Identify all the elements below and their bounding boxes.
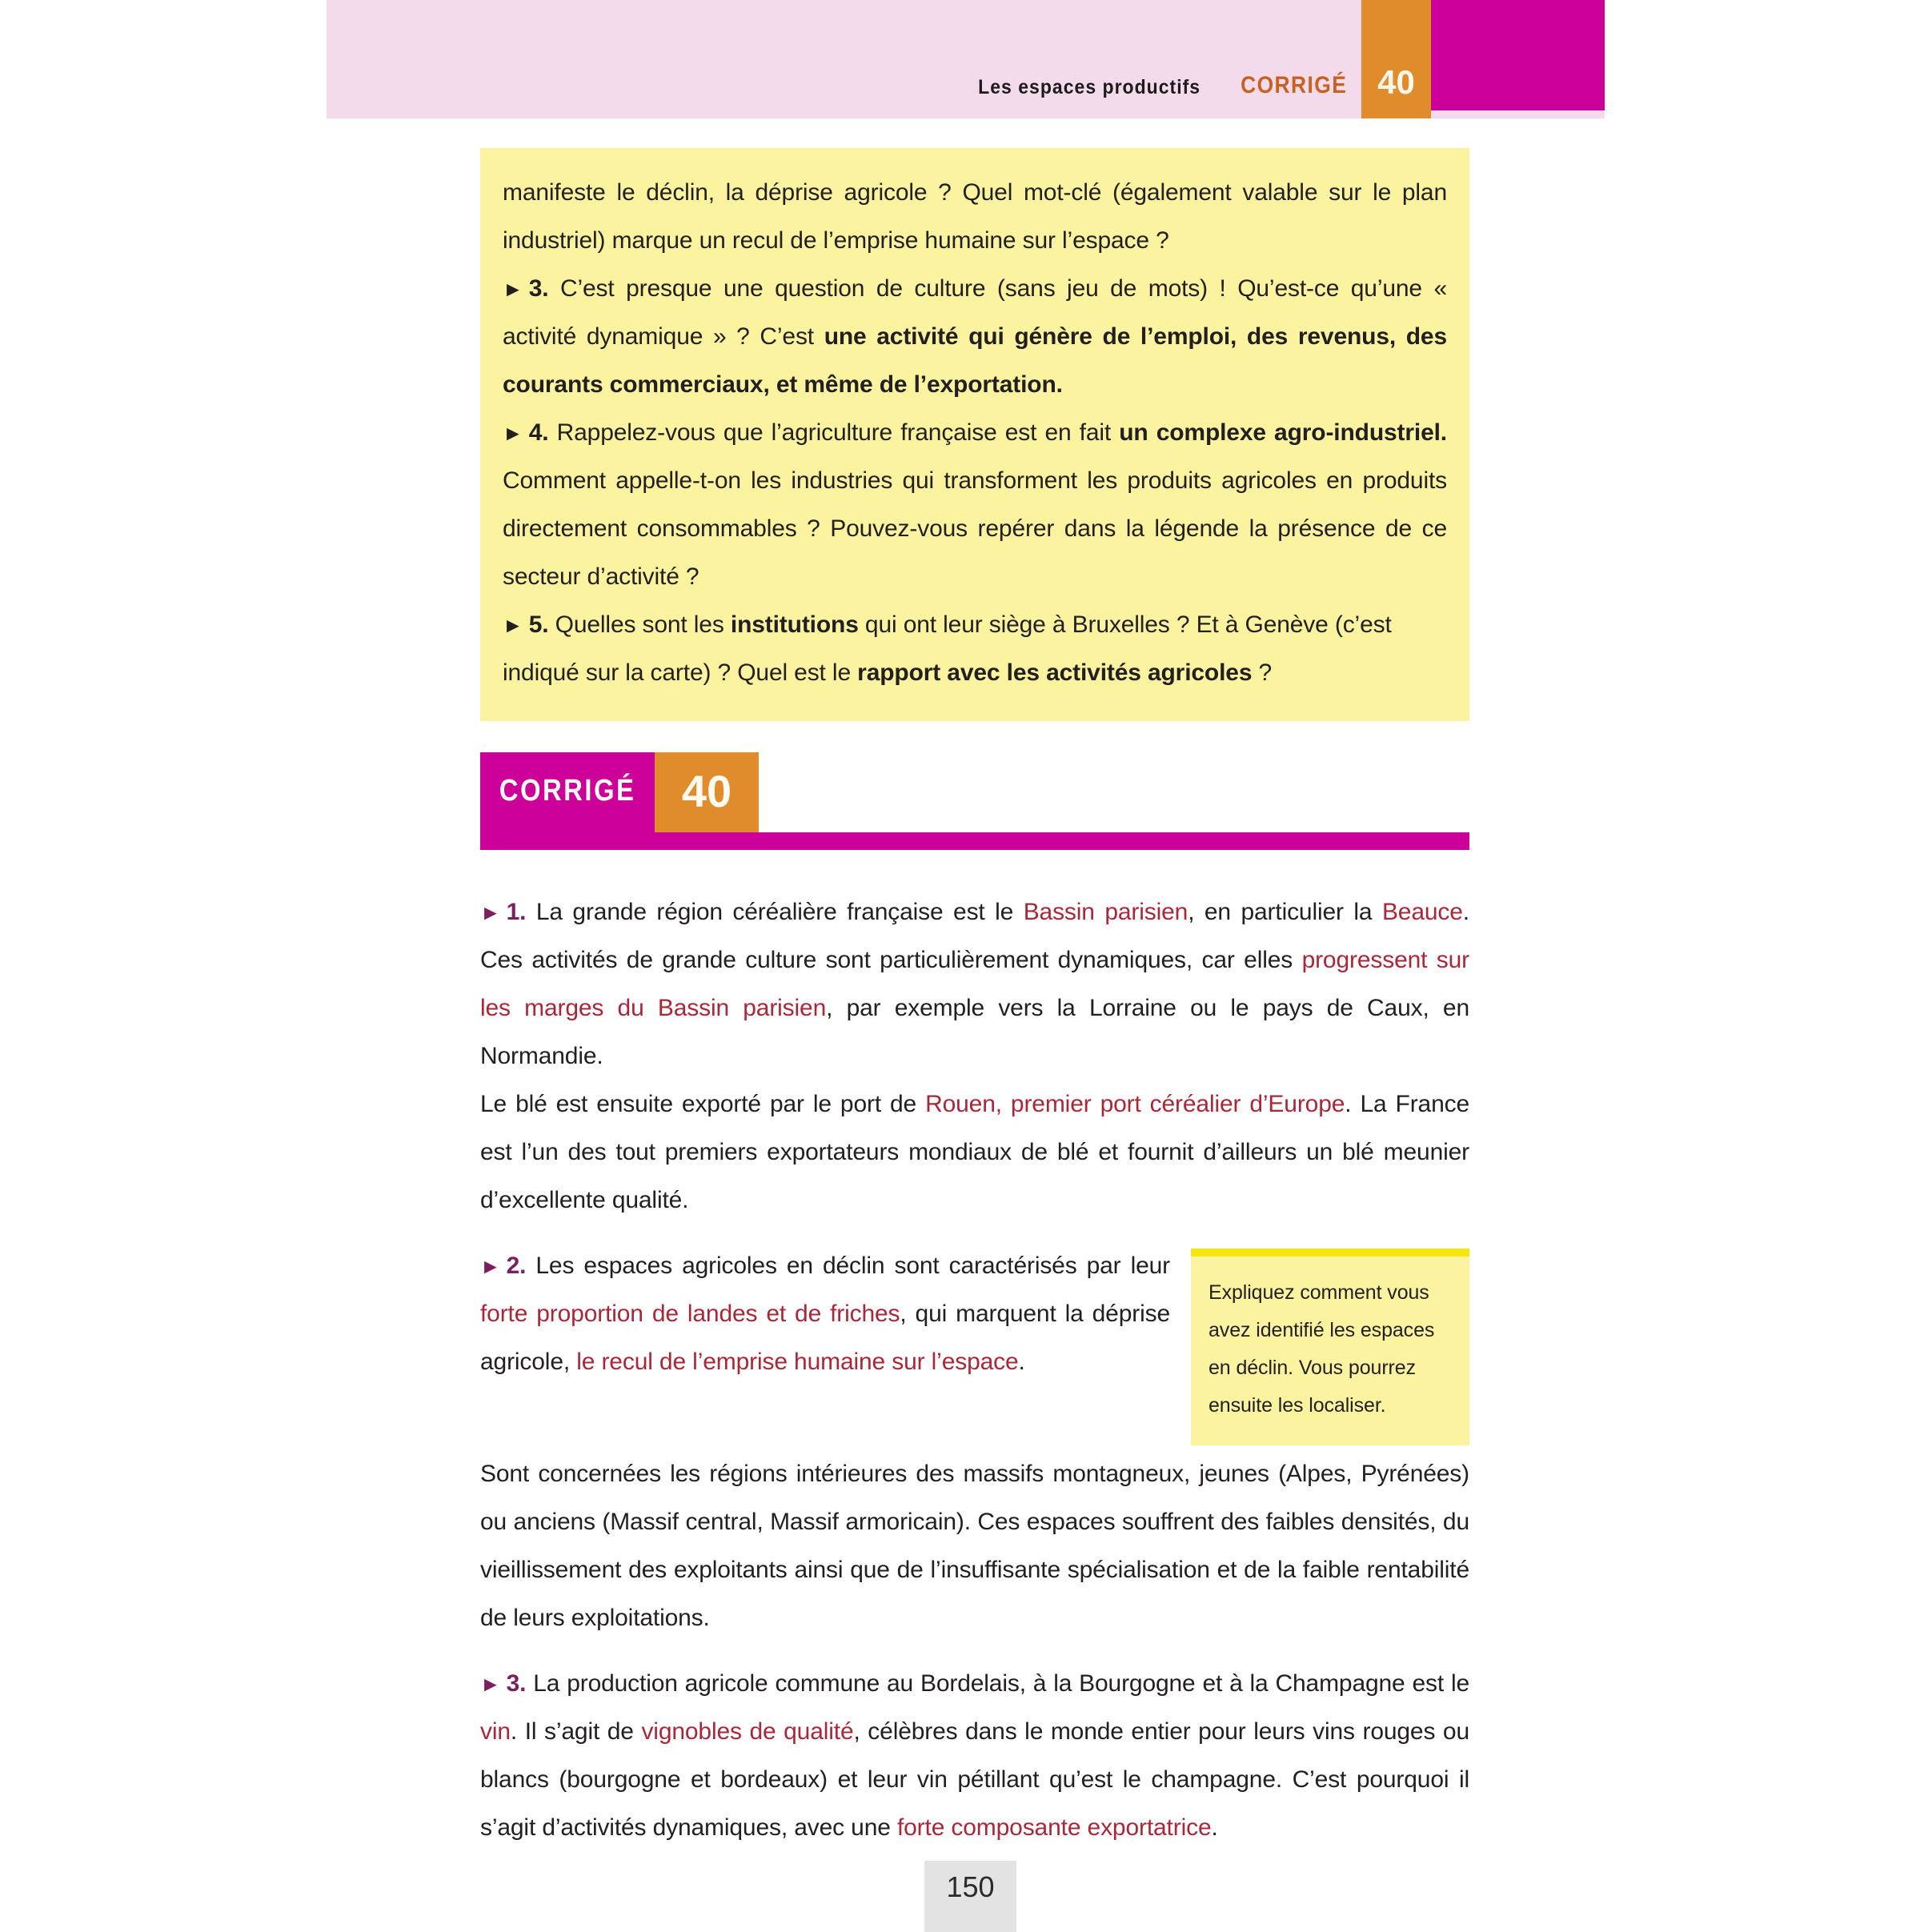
answer-3-t2: . Il s’agit de [510, 1718, 642, 1745]
triangle-right-icon: ► [503, 613, 523, 637]
question-item-3 [503, 265, 1447, 409]
question-item-3-number: 3. [528, 275, 549, 302]
question-item-5-bold: institutions [730, 611, 859, 638]
answer-1 [480, 888, 1469, 1080]
question-item-4 [503, 409, 1447, 601]
answer-3-number: 3. [506, 1670, 527, 1697]
triangle-right-icon: ► [503, 277, 523, 301]
question-item-5-text-mid: qui ont leur siège à Bruxelles ? Et à Genève (c’est indiqué sur la carte) ? Quel est le [503, 611, 1392, 686]
corrige-banner-number: 40 [681, 766, 732, 816]
question-item-5-number: 5. [528, 611, 549, 638]
answer-1b-highlight-1: Rouen, premier port céréalier d’Europe [925, 1091, 1345, 1117]
question-item-5-bold2: rapport avec les activités agricoles [857, 659, 1253, 686]
answer-1b-t1: Le blé est ensuite exporté par le port de [480, 1091, 926, 1117]
question-item-3-text-before: C’est presque une question de culture (sans jeu de mots) ! Qu’est-ce qu’une « activité dynamique » ? C’est [503, 275, 1447, 350]
paragraph-spacer [480, 1225, 1469, 1242]
answer-3-t3: , célèbres dans le monde entier pour leurs vins rouges ou blancs (bourgogne et bordeaux) et leur vin pétillant qu’est le champagne. C’est pourquoi il s’agit d’activités dynamiques, avec une [480, 1718, 1469, 1841]
question-item-4-bold: un complexe agro-industriel. [1119, 419, 1447, 446]
paragraph-spacer [480, 1642, 1469, 1660]
answer-3-highlight-2: vignobles de qualité [641, 1718, 854, 1745]
answers-body [480, 888, 1469, 1852]
answer-2-t1: Les espaces agricoles en déclin sont caractérisés par leur [526, 1253, 1170, 1279]
answer-3-highlight-3: forte composante exportatrice [896, 1814, 1212, 1841]
answer-3 [480, 1660, 1469, 1852]
tip-note-box [1191, 1249, 1469, 1445]
answer-2-number: 2. [506, 1253, 527, 1279]
corrige-banner-label: CORRIGÉ [499, 774, 636, 808]
triangle-right-icon: ► [480, 900, 501, 924]
answer-2-highlight-1: forte proportion de landes et de friches [480, 1301, 900, 1327]
answer-1-t1: La grande région céréalière française est le [526, 899, 1024, 925]
question-callout-box [480, 148, 1469, 721]
answer-1-highlight-2: Beauce [1381, 899, 1463, 925]
answer-3-t1: La production agricole commune au Bordelais, à la Bourgogne et à la Champagne est le [526, 1670, 1469, 1697]
corrige-banner-orange-block [655, 752, 759, 832]
corrige-section-banner [480, 752, 1469, 852]
question-item-5-text-before: Quelles sont les [548, 611, 731, 638]
header-text-group [327, 0, 1361, 118]
answer-1b-t2: . La France est l’un des tout premiers exportateurs mondiaux de blé et fournit d’ailleurs un blé meunier d’excellente qualité. [480, 1091, 1470, 1213]
answer-3-t4: . [1211, 1814, 1218, 1841]
question-item-5 [503, 601, 1447, 697]
triangle-right-icon: ► [480, 1254, 501, 1278]
answer-2b [480, 1450, 1469, 1642]
question-intro-text: manifeste le déclin, la déprise agricole ? Quel mot-clé (également valable sur le plan industriel) marque un recul de l’emprise humaine sur l’espace ? [503, 179, 1447, 254]
answer-1-t4: , par exemple vers la Lorraine ou le pays de Caux, en Normandie. [480, 995, 1469, 1069]
tip-note-text: Expliquez comment vous avez identifié les espaces en déclin. Vous pourrez ensuite les localiser. [1209, 1281, 1435, 1417]
answer-3-highlight-1: vin [480, 1718, 511, 1745]
corrige-banner-rule [480, 832, 1469, 850]
header-magenta-tab [1431, 0, 1605, 110]
page-running-header [327, 0, 1605, 118]
answer-1b [480, 1080, 1469, 1225]
header-exercise-number: 40 [1377, 63, 1415, 101]
answer-1-highlight-3: progressent sur les marges du Bassin parisien [480, 947, 1469, 1021]
question-item-3-bold: une activité qui génère de l’emploi, des revenus, des courants commerciaux, et même de l’exportation. [503, 323, 1447, 398]
answer-1-t2: , en particulier la [1188, 899, 1382, 925]
answer-1-number: 1. [506, 899, 527, 925]
answer-2-t2: , qui marquent la déprise agricole, [480, 1301, 1170, 1375]
triangle-right-icon: ► [503, 421, 523, 445]
question-intro-paragraph [503, 169, 1447, 265]
page-number-box: 150 [924, 1861, 1016, 1932]
answer-2b-t1: Sont concernées les régions intérieures des massifs montagneux, jeunes (Alpes, Pyrénées) ou anciens (Massif central, Massif armoricain). Ces espaces souffrent des faibles densités, du vieillissement des exploitants ainsi que de l’insuffisante spécialisation et de la faible rentabilité de leurs exploitations. [480, 1461, 1469, 1631]
answer-1-highlight-1: Bassin parisien [1023, 899, 1188, 925]
question-item-4-text-after: Comment appelle-t-on les industries qui transforment les produits agricoles en produits directement consommables ? Pouvez-vous repérer dans la légende la présence de ce secteur d’activité ? [503, 467, 1447, 590]
corrige-banner-magenta-block [480, 752, 655, 832]
question-item-4-number: 4. [528, 419, 549, 446]
page-title: Les espaces productifs [977, 76, 1200, 98]
answer-2-t3: . [1018, 1349, 1025, 1375]
question-item-5-text-after: ? [1252, 659, 1273, 686]
answer-2-highlight-2: le recul de l’emprise humaine sur l’espace [576, 1349, 1019, 1375]
question-item-4-text-before: Rappelez-vous que l’agriculture française est en fait [548, 419, 1120, 446]
triangle-right-icon: ► [480, 1672, 501, 1696]
header-corrige-label: CORRIGÉ [1240, 72, 1347, 98]
answer-1-t3: . Ces activités de grande culture sont particulièrement dynamiques, car elles [480, 899, 1469, 973]
